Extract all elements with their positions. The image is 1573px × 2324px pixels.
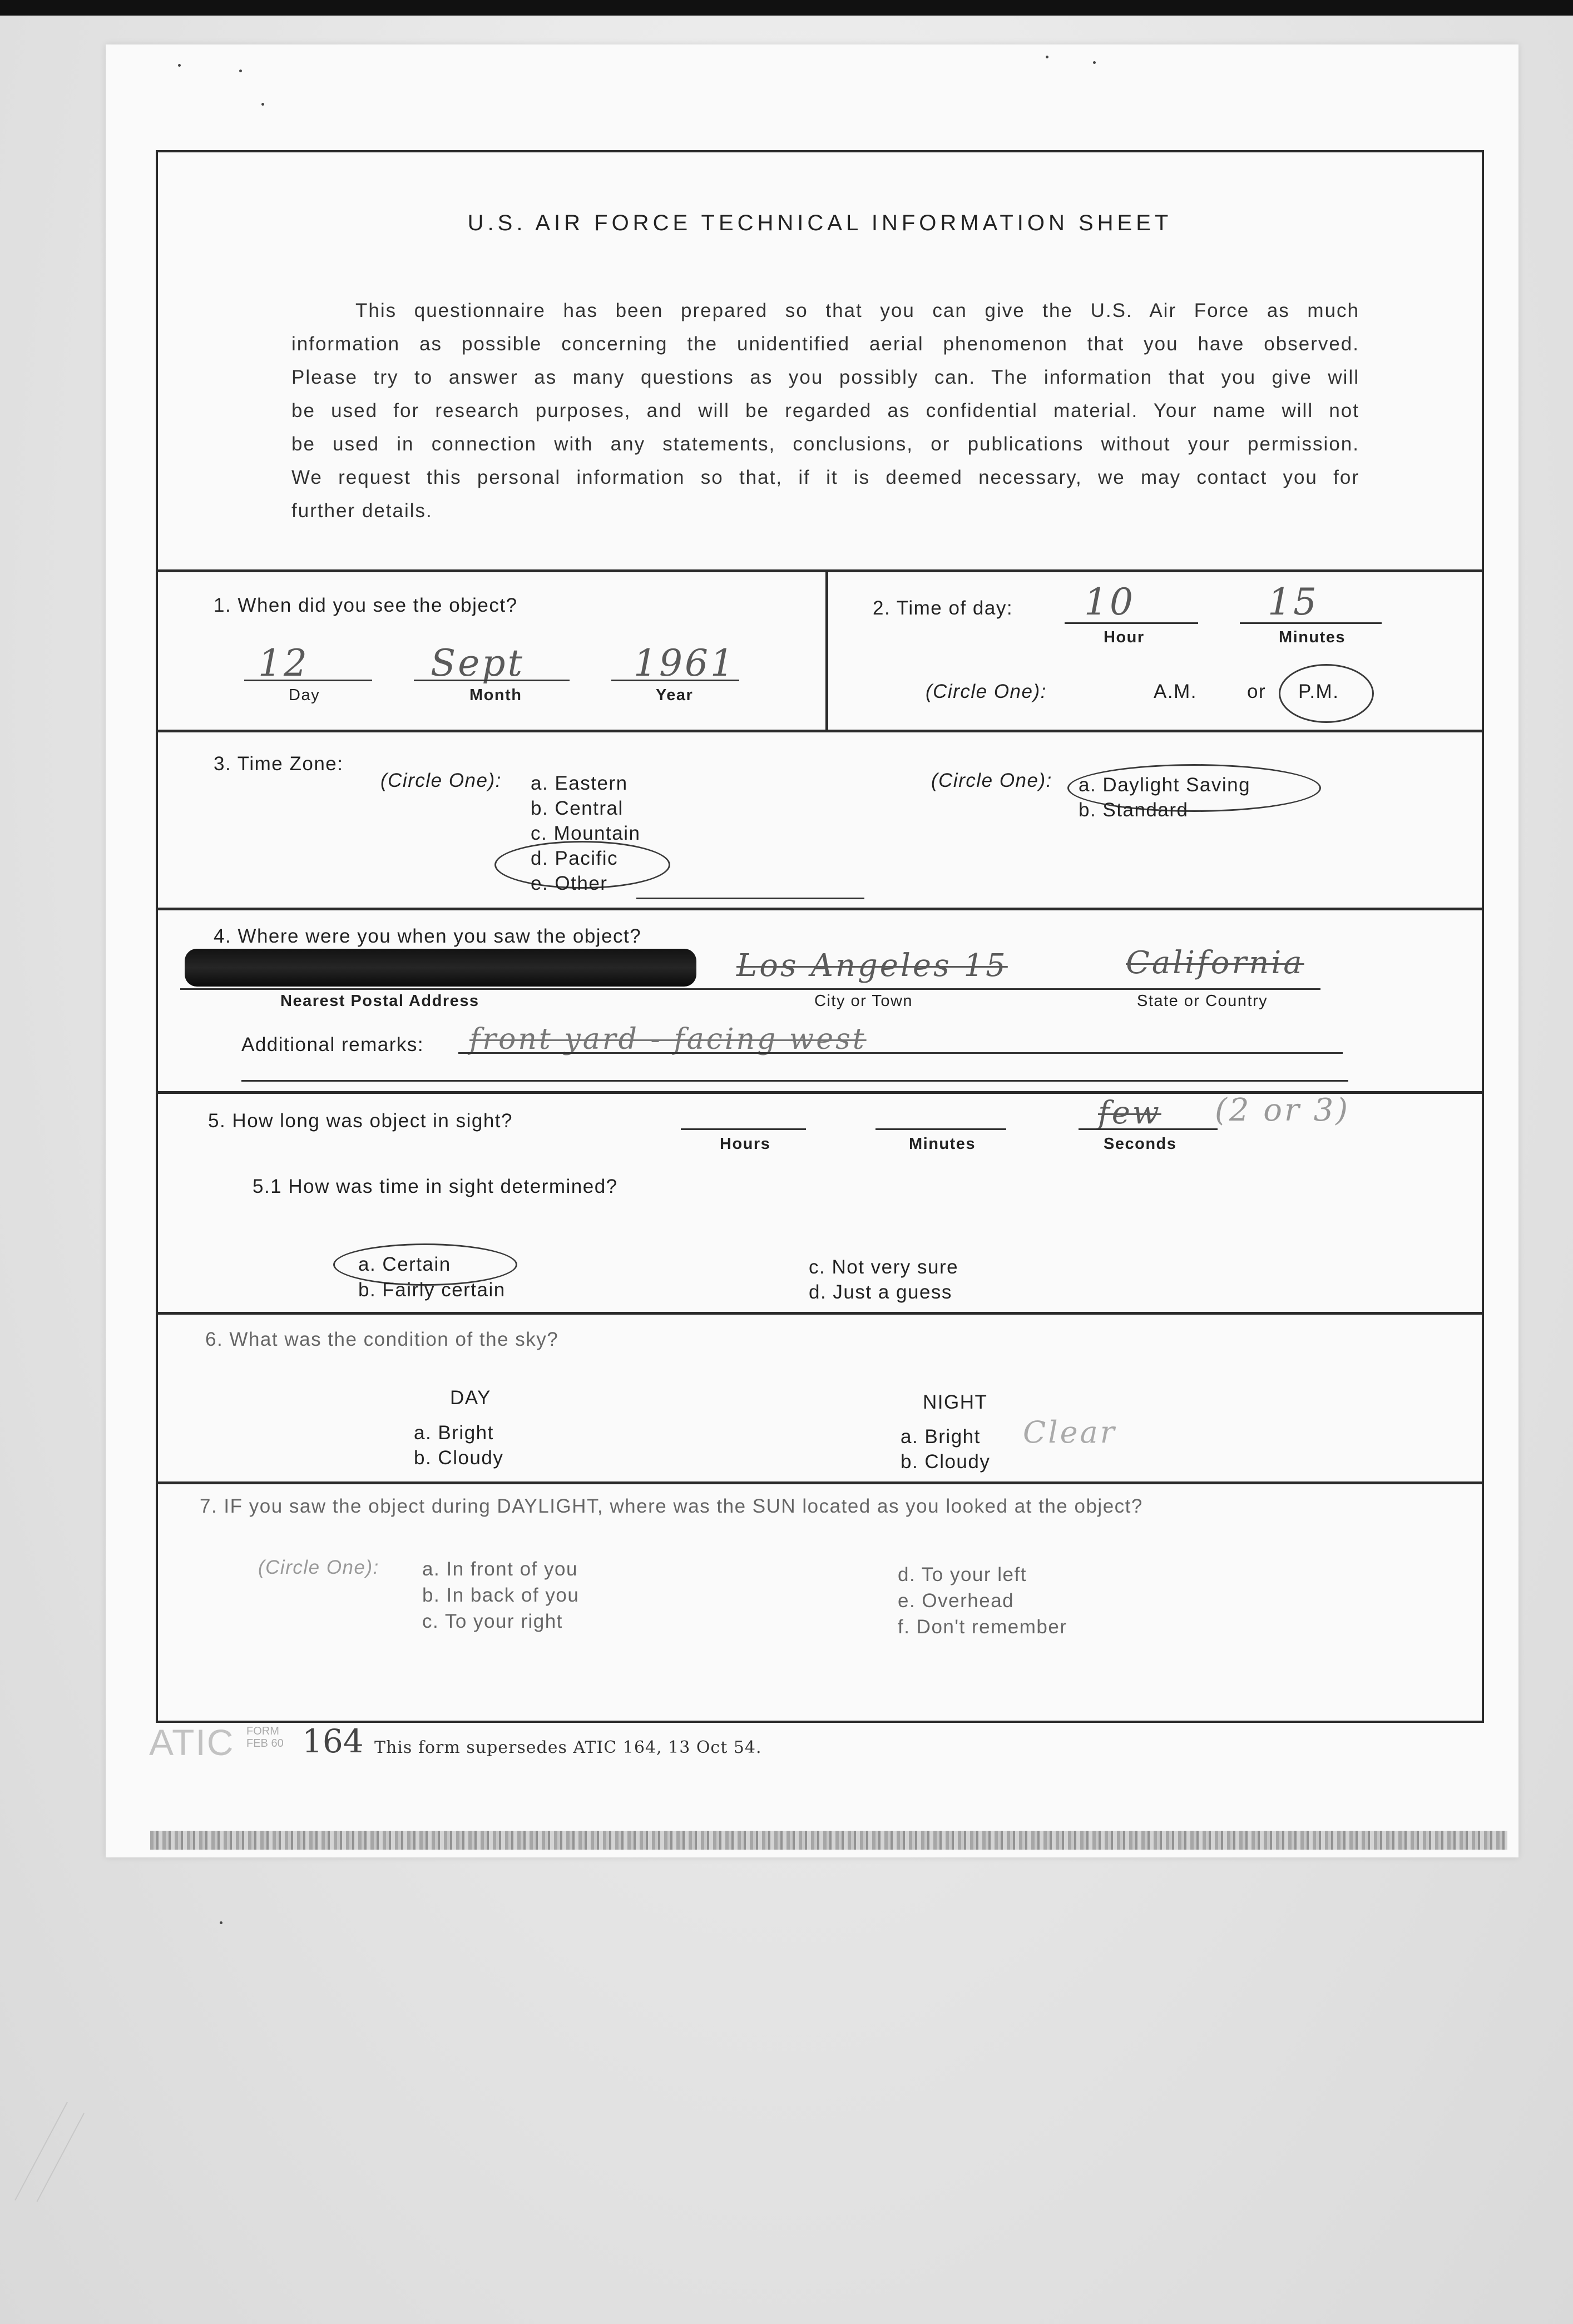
q2-pm-circle (1279, 664, 1374, 723)
q5-minutes-line (875, 1128, 1006, 1130)
intro-paragraph (291, 294, 1359, 528)
q51-not-very-sure[interactable]: c. Not very sure (809, 1256, 959, 1278)
q7-circle-one: (Circle One): (258, 1557, 379, 1578)
q3-circle-one-b: (Circle One): (931, 770, 1052, 791)
form-word: FORM (246, 1725, 279, 1737)
q6-day-bright[interactable]: a. Bright (414, 1422, 494, 1444)
q7-in-back[interactable]: b. In back of you (422, 1584, 580, 1606)
q7-overhead[interactable]: e. Overhead (898, 1590, 1015, 1612)
section-divider (158, 569, 1482, 572)
q2-minutes-value[interactable]: 15 (1268, 581, 1319, 623)
redacted-address (185, 949, 696, 987)
q5-hours-label: Hours (720, 1135, 771, 1153)
q51-fairly-certain[interactable]: b. Fairly certain (358, 1279, 506, 1301)
q3-standard[interactable]: b. Standard (1079, 799, 1189, 821)
dust-speck (220, 1921, 222, 1924)
q4-remarks-line (458, 1052, 1343, 1054)
q4-city-value[interactable]: Los Angeles 15 (736, 948, 1008, 984)
q2-circle-one: (Circle One): (926, 681, 1047, 702)
supersedes-note: This form supersedes ATIC 164, 13 Oct 54. (374, 1738, 762, 1757)
q3-zone-pacific[interactable]: d. Pacific (531, 848, 618, 869)
q4-state-value[interactable]: California (1126, 945, 1304, 981)
q2-hour-value[interactable]: 10 (1084, 581, 1135, 623)
q7-in-front[interactable]: a. In front of you (422, 1558, 578, 1580)
intro-line: be used in connection with any statements, conclusions, or publications without your permission. (291, 433, 1359, 455)
q5-hours-line (681, 1128, 806, 1130)
intro-line: We request this personal information so that, if it is deemed necessary, we may contact you for (291, 467, 1359, 488)
q7-dont-remember[interactable]: f. Don't remember (898, 1616, 1067, 1638)
section-divider (158, 908, 1482, 910)
q6-question: 6. What was the condition of the sky? (205, 1329, 559, 1350)
q2-hour-line (1065, 622, 1198, 624)
q5-question: 5. How long was object in sight? (208, 1110, 513, 1132)
q2-question: 2. Time of day: (873, 597, 1013, 619)
dust-speck (178, 64, 181, 67)
q6-night-cloudy[interactable]: b. Cloudy (901, 1451, 991, 1473)
q6-day-heading: DAY (450, 1387, 491, 1409)
dust-speck (1046, 56, 1048, 58)
q2-minutes-label: Minutes (1279, 628, 1346, 646)
form-title: U.S. AIR FORCE TECHNICAL INFORMATION SHEET (467, 211, 1173, 235)
q5-minutes-label: Minutes (909, 1135, 976, 1153)
q7-to-your-left[interactable]: d. To your left (898, 1564, 1027, 1585)
q1-year-line (611, 680, 739, 681)
q4-question: 4. Where were you when you saw the object? (214, 925, 642, 947)
q2-hour-label: Hour (1104, 628, 1145, 646)
q2-am-option[interactable]: A.M. (1154, 681, 1197, 702)
q1-day-label: Day (289, 686, 320, 704)
q51-just-a-guess[interactable]: d. Just a guess (809, 1281, 952, 1303)
q2-or: or (1247, 681, 1267, 702)
q1-month-label: Month (469, 686, 522, 704)
q7-to-your-right[interactable]: c. To your right (422, 1611, 563, 1632)
q4-remarks-label: Additional remarks: (241, 1034, 424, 1056)
q5-seconds-value[interactable]: few (1098, 1095, 1161, 1131)
atic-label: ATIC (149, 1722, 235, 1763)
q4-address-line (180, 988, 1320, 990)
q51-certain[interactable]: a. Certain (358, 1253, 451, 1275)
information-sheet-form (156, 150, 1484, 1723)
q6-night-note[interactable]: Clear (1023, 1415, 1117, 1450)
intro-line: Please try to answer as many questions as you possibly can. The information that you give will (291, 366, 1359, 388)
dust-speck (261, 103, 264, 106)
section-divider (158, 1481, 1482, 1484)
q4-city-label: City or Town (814, 992, 913, 1010)
q3-zone-central[interactable]: b. Central (531, 797, 624, 819)
intro-line: be used for research purposes, and will be regarded as confidential material. Your name will not (291, 400, 1359, 422)
q4-remarks-line-2 (241, 1080, 1348, 1082)
q2-minutes-line (1240, 622, 1382, 624)
section-divider (158, 1312, 1482, 1315)
q1-month-value[interactable]: Sept (431, 642, 525, 685)
q5-seconds-note[interactable]: (2 or 3) (1215, 1092, 1351, 1128)
q4-state-label: State or Country (1137, 992, 1268, 1010)
q1-day-line (244, 680, 372, 681)
form-number: 164 (302, 1722, 364, 1760)
q1-year-label: Year (656, 686, 694, 704)
q6-night-heading: NIGHT (923, 1391, 988, 1413)
paper-torn-edge (150, 1831, 1507, 1850)
q6-day-cloudy[interactable]: b. Cloudy (414, 1447, 504, 1469)
q1-month-line (414, 680, 570, 681)
q4-address-label: Nearest Postal Address (280, 992, 479, 1010)
intro-line: further details. (291, 500, 433, 522)
dust-speck (239, 70, 242, 72)
q3-question: 3. Time Zone: (214, 753, 344, 775)
section-divider (158, 730, 1482, 732)
q3-other-line (636, 898, 864, 899)
q7-question: 7. IF you saw the object during DAYLIGHT, where was the SUN located as you looked at the object? (200, 1495, 1143, 1517)
q3-daylight-saving[interactable]: a. Daylight Saving (1079, 774, 1251, 796)
q5-seconds-label: Seconds (1104, 1135, 1177, 1153)
q4-remarks-value[interactable]: front yard - facing west (469, 1023, 867, 1056)
q3-zone-eastern[interactable]: a. Eastern (531, 772, 628, 794)
q3-zone-other[interactable]: e. Other (531, 873, 608, 894)
form-date: FEB 60 (246, 1737, 284, 1750)
q5-seconds-line (1079, 1128, 1218, 1130)
q51-question: 5.1 How was time in sight determined? (253, 1176, 618, 1197)
dust-speck (1093, 61, 1096, 64)
q1-year-value[interactable]: 1961 (634, 642, 736, 685)
q1-day-value[interactable]: 12 (258, 642, 309, 685)
film-edge (0, 0, 1573, 16)
q2-pm-option[interactable]: P.M. (1298, 681, 1339, 702)
intro-line: information as possible concerning the unidentified aerial phenomenon that you have observed. (291, 333, 1359, 355)
q3-circle-one: (Circle One): (380, 770, 502, 791)
intro-line: This questionnaire has been prepared so that you can give the U.S. Air Force as much (355, 300, 1359, 321)
column-divider (825, 571, 828, 731)
q1-question: 1. When did you see the object? (214, 594, 518, 616)
q3-zone-mountain[interactable]: c. Mountain (531, 822, 641, 844)
q6-night-bright[interactable]: a. Bright (901, 1426, 981, 1448)
